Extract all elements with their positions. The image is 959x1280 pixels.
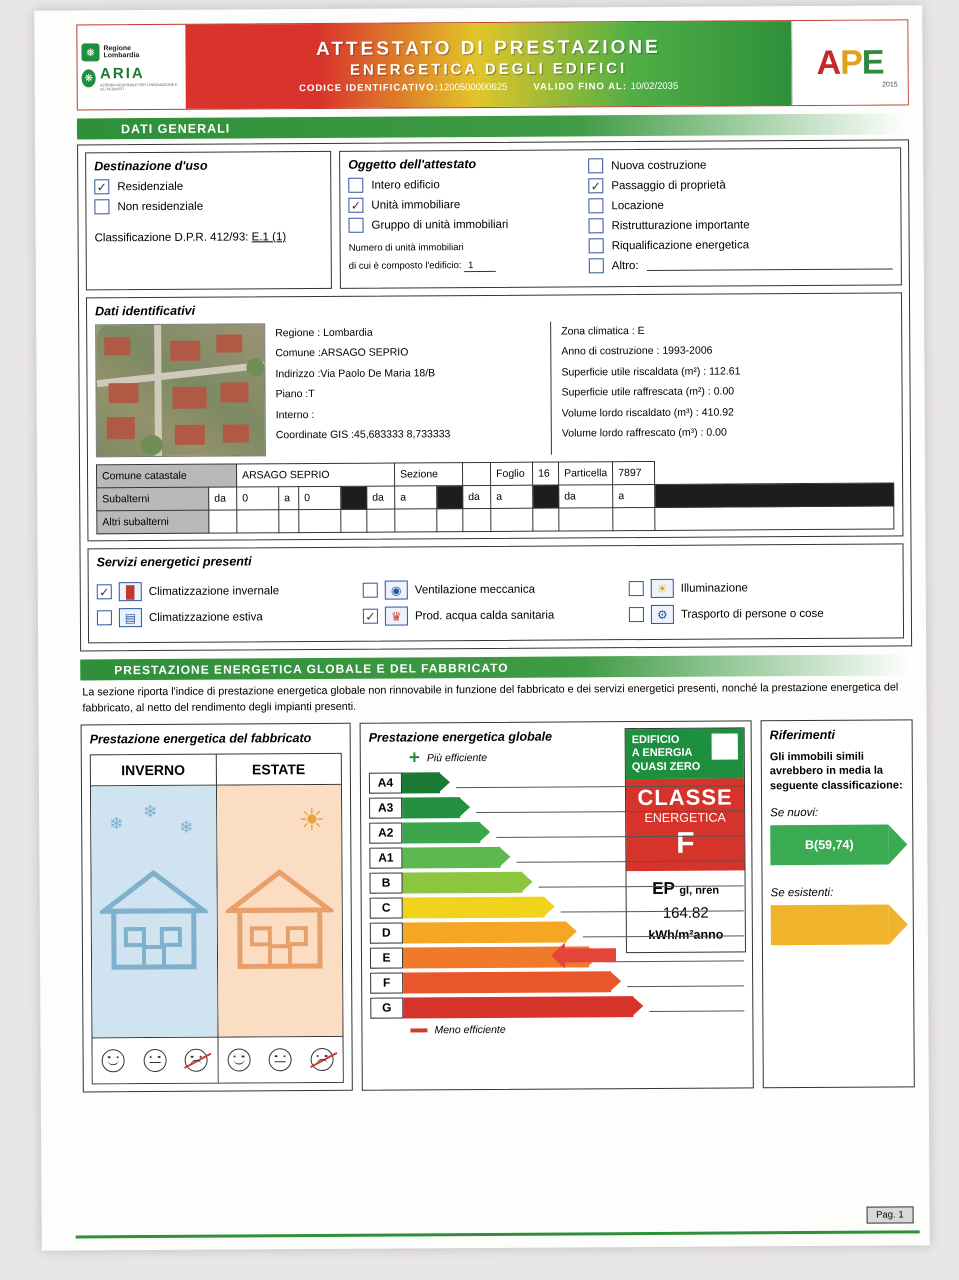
table-row bbox=[97, 506, 894, 534]
scale-label-f: F bbox=[370, 972, 403, 993]
cell-foglio-label: Foglio bbox=[490, 462, 532, 485]
cell-sub-a4: a bbox=[613, 484, 655, 507]
cell-sub-dark-4 bbox=[655, 483, 894, 507]
face-sad-icon bbox=[185, 1049, 208, 1072]
checkbox-row-intero-edificio[interactable] bbox=[348, 176, 588, 192]
checkbox-row-residenziale[interactable] bbox=[94, 178, 322, 194]
service-row-illuminazione[interactable] bbox=[629, 577, 895, 598]
snowflake-icon-1: ❄ bbox=[109, 814, 124, 834]
label-vol-raffrescato: Volume lordo raffrescato (m³) : bbox=[561, 426, 704, 440]
ep-label: EP bbox=[652, 878, 675, 898]
riferimenti-esistenti-label: Se esistenti: bbox=[770, 887, 834, 900]
radiator-icon: █ bbox=[119, 582, 142, 601]
snowflake-icon-3: ❄ bbox=[179, 817, 194, 837]
fan-icon: ◉ bbox=[385, 580, 408, 599]
value-comune: ARSAGO SEPRIO bbox=[320, 346, 409, 360]
checkbox-row-riqualificazione[interactable] bbox=[589, 236, 893, 253]
ep-value: 164.82 bbox=[662, 904, 709, 922]
document-title-line2: ENERGETICA DEGLI EDIFICI bbox=[349, 59, 628, 79]
air-conditioner-icon: ▤ bbox=[119, 608, 142, 627]
scale-label-c: C bbox=[370, 897, 403, 918]
scale-row-a3 bbox=[369, 793, 743, 820]
riferimenti-text: Gli immobili simili avrebbero in media la seguente classificazione: bbox=[769, 750, 903, 793]
cell-particella-label: Particella bbox=[558, 462, 612, 485]
scale-dots-a3 bbox=[476, 800, 743, 813]
checkbox-row-passaggio-proprieta[interactable] bbox=[588, 176, 892, 193]
meno-efficiente-label: Meno efficiente bbox=[434, 1023, 506, 1037]
value-coordinate-gis: 45,683333 8,733333 bbox=[354, 428, 451, 442]
minus-icon bbox=[410, 1028, 427, 1032]
checkbox-row-nuova-costruzione[interactable] bbox=[588, 156, 892, 173]
prestazione-description: La sezione riporta l'indice di prestazione energetica globale non rinnovabile in funzione del fabbricato e dei servizi energetici presenti, nonché la prestazione energetica del fabbricato, al netto del rendimento degli impianti presenti. bbox=[82, 681, 899, 715]
value-vol-raffrescato: 0.00 bbox=[706, 426, 727, 439]
destinazione-title: Destinazione d'uso bbox=[94, 158, 208, 174]
service-row-clima-invernale[interactable] bbox=[97, 581, 363, 602]
scale-row-g bbox=[370, 993, 744, 1020]
face-happy-icon bbox=[102, 1049, 125, 1072]
aria-mark-icon: ❋ bbox=[82, 69, 97, 87]
servizi-energetici-panel bbox=[88, 543, 905, 643]
numero-unita-value: 1 bbox=[464, 260, 495, 272]
classe-value: F bbox=[676, 826, 695, 860]
checkbox-row-altro[interactable] bbox=[589, 256, 893, 273]
ape-letter-a: A bbox=[816, 43, 841, 82]
riferimenti-nuovi-badge bbox=[770, 825, 888, 866]
checkbox-row-gruppo-unita[interactable] bbox=[348, 216, 588, 232]
ape-logo bbox=[791, 20, 908, 105]
checkbox-passaggio-proprieta[interactable] bbox=[588, 178, 603, 193]
scale-dots-f bbox=[627, 975, 744, 987]
aria-label: ARIA bbox=[99, 65, 145, 83]
scale-dots-g bbox=[649, 1000, 744, 1012]
scale-label-a1: A1 bbox=[369, 847, 402, 868]
scale-dots-a1 bbox=[516, 850, 743, 862]
scale-bar-b bbox=[402, 872, 522, 894]
checkbox-row-locazione[interactable] bbox=[588, 196, 892, 213]
label-anno-costruzione: Anno di costruzione : bbox=[561, 345, 660, 358]
checkbox-ristrutturazione[interactable] bbox=[588, 218, 603, 233]
scale-label-a3: A3 bbox=[369, 797, 402, 818]
scale-label-g: G bbox=[370, 997, 403, 1018]
checkbox-intero-edificio[interactable] bbox=[348, 178, 363, 193]
value-regione: Lombardia bbox=[323, 326, 373, 339]
cell-comune-catastale-value: ARSAGO SEPRIO bbox=[236, 463, 394, 487]
oggetto-title: Oggetto dell'attestato bbox=[348, 157, 477, 172]
classe-word: CLASSE bbox=[637, 784, 733, 810]
scale-row-a2 bbox=[369, 818, 743, 845]
face-sad-icon bbox=[310, 1048, 333, 1071]
scale-bar-f bbox=[403, 971, 611, 993]
globale-title: Prestazione energetica globale bbox=[368, 729, 553, 745]
piu-efficiente-label: Più efficiente bbox=[426, 751, 488, 765]
altro-input-line[interactable] bbox=[647, 258, 893, 271]
snowflake-icon-2: ❄ bbox=[143, 801, 158, 821]
cell-sub-a1: a bbox=[279, 487, 299, 510]
logo-regione-sub-label: Lombardia bbox=[103, 52, 140, 60]
section-header-prestazione bbox=[80, 654, 912, 680]
service-row-trasporto[interactable] bbox=[629, 603, 895, 624]
inverno-rating-faces bbox=[92, 1037, 217, 1084]
riferimenti-title: Riferimenti bbox=[769, 728, 836, 743]
value-piano: T bbox=[308, 388, 315, 401]
checkbox-riqualificazione[interactable] bbox=[589, 238, 604, 253]
label-riqualificazione: Riqualificazione energetica bbox=[611, 238, 750, 252]
cell-sub-da2: da bbox=[367, 486, 395, 509]
label-interno: Interno : bbox=[275, 408, 315, 422]
service-row-acqua-calda[interactable] bbox=[363, 605, 629, 626]
cell-sub-da3: da bbox=[463, 485, 491, 508]
prestazione-globale-panel bbox=[360, 721, 754, 1091]
label-intero-edificio: Intero edificio bbox=[371, 178, 440, 192]
label-sup-riscaldata: Superficie utile riscaldata (m²) : bbox=[561, 365, 707, 379]
scale-label-d: D bbox=[370, 922, 403, 943]
checkbox-row-non-residenziale[interactable] bbox=[94, 198, 322, 214]
ep-unit: kWh/m²anno bbox=[648, 927, 724, 942]
label-clima-estiva: Climatizzazione estiva bbox=[148, 610, 263, 624]
checkbox-residenziale[interactable] bbox=[94, 179, 109, 194]
estate-illustration bbox=[216, 785, 342, 1037]
nzeb-checkbox[interactable] bbox=[712, 734, 738, 760]
label-vol-riscaldato: Volume lordo riscaldato (m³) : bbox=[561, 406, 699, 420]
validity-value: 10/02/2035 bbox=[630, 80, 679, 92]
checkbox-nuova-costruzione[interactable] bbox=[588, 158, 603, 173]
aria-logo bbox=[82, 65, 182, 92]
cell-sub-dark-2 bbox=[437, 486, 463, 509]
checkbox-row-ristrutturazione[interactable] bbox=[588, 216, 892, 233]
label-coordinate-gis: Coordinate GIS : bbox=[275, 429, 355, 442]
ape-letter-e: E bbox=[861, 43, 884, 82]
checkbox-illuminazione[interactable] bbox=[629, 581, 644, 596]
page-number-badge: Pag. 1 bbox=[866, 1206, 914, 1223]
estate-column bbox=[215, 754, 343, 1083]
cell-sub-a2: a bbox=[395, 486, 437, 509]
checkbox-unita-immobiliare[interactable] bbox=[348, 198, 363, 213]
label-piano: Piano : bbox=[275, 388, 309, 401]
value-sup-riscaldata: 112.61 bbox=[709, 365, 741, 378]
code-group bbox=[299, 81, 507, 93]
general-data-box bbox=[77, 139, 912, 651]
label-sup-raffrescata: Superficie utile raffrescata (m²) : bbox=[561, 386, 711, 399]
checkbox-locazione[interactable] bbox=[588, 198, 603, 213]
fabbricato-title: Prestazione energetica del fabbricato bbox=[89, 731, 312, 747]
label-gruppo-unita: Gruppo di unità immobiliari bbox=[371, 218, 509, 232]
tap-icon: ♛ bbox=[385, 606, 408, 625]
scale-row-a1 bbox=[369, 843, 743, 870]
cell-comune-catastale-label: Comune catastale bbox=[96, 464, 236, 488]
numero-unita-note-line2: di cui è composto l'edificio: bbox=[348, 260, 462, 272]
prestazione-fabbricato-panel bbox=[81, 723, 353, 1092]
riferimenti-panel bbox=[761, 720, 915, 1089]
cell-sub-da4: da bbox=[559, 485, 613, 508]
nzeb-line1: EDIFICIO bbox=[631, 734, 680, 747]
document-title-line1: ATTESTATO DI PRESTAZIONE bbox=[316, 36, 661, 60]
scale-bar-g bbox=[403, 996, 633, 1018]
section-title-prestazione: PRESTAZIONE ENERGETICA GLOBALE E DEL FABBRICATO bbox=[114, 660, 509, 677]
inverno-heading: INVERNO bbox=[91, 755, 216, 787]
value-zona-climatica: E bbox=[637, 325, 645, 338]
house-summer-icon bbox=[225, 868, 334, 973]
cell-sezione-label: Sezione bbox=[394, 463, 462, 486]
checkbox-gruppo-unita[interactable] bbox=[348, 218, 363, 233]
house-winter-icon bbox=[100, 869, 209, 974]
ape-document bbox=[34, 5, 930, 1250]
scale-label-e: E bbox=[370, 947, 403, 968]
section-title-dati-generali: DATI GENERALI bbox=[120, 121, 231, 136]
cell-sub-v2: 0 bbox=[299, 486, 341, 509]
classificazione-label: Classificazione D.P.R. 412/93: bbox=[94, 231, 249, 245]
scale-row-b bbox=[369, 868, 743, 895]
scale-dots-a4 bbox=[456, 775, 743, 788]
checkbox-altro[interactable] bbox=[589, 258, 604, 273]
regione-lombardia-logo bbox=[81, 43, 181, 62]
label-illuminazione: Illuminazione bbox=[680, 581, 748, 595]
scale-row-f bbox=[370, 968, 744, 995]
nzeb-line2: A ENERGIA bbox=[631, 747, 693, 760]
service-row-clima-estiva[interactable] bbox=[97, 607, 363, 628]
label-acqua-calda: Prod. acqua calda sanitaria bbox=[414, 609, 555, 622]
riferimenti-nuovi-label: Se nuovi: bbox=[770, 807, 819, 820]
validity-group bbox=[533, 80, 678, 92]
scale-bar-a4 bbox=[402, 772, 440, 793]
energy-class-scale bbox=[369, 768, 745, 1020]
document-header bbox=[76, 19, 909, 110]
checkbox-trasporto[interactable] bbox=[629, 607, 644, 622]
value-vol-riscaldato: 410.92 bbox=[701, 406, 734, 419]
section-header-dati-generali bbox=[77, 113, 909, 139]
code-value: 1200500000625 bbox=[438, 81, 508, 93]
label-ristrutturazione: Ristrutturazione importante bbox=[611, 218, 750, 232]
checkbox-acqua-calda[interactable] bbox=[363, 609, 378, 624]
scale-bar-a2 bbox=[402, 822, 480, 843]
sun-icon: ☀ bbox=[298, 803, 326, 838]
meno-efficiente-row bbox=[370, 1022, 744, 1036]
label-regione: Regione : bbox=[275, 326, 321, 340]
servizi-title: Servizi energetici presenti bbox=[96, 554, 252, 570]
label-trasporto: Trasporto di persone o cose bbox=[680, 607, 824, 621]
scale-dots-d bbox=[583, 925, 744, 937]
cell-sub-da1: da bbox=[209, 487, 237, 510]
label-passaggio-proprieta: Passaggio di proprietà bbox=[611, 179, 726, 192]
label-unita-immobiliare: Unità immobiliare bbox=[371, 198, 461, 212]
scale-bar-a3 bbox=[402, 797, 460, 818]
cell-sub-dark-1 bbox=[341, 486, 367, 509]
scale-dots-a2 bbox=[496, 825, 743, 838]
checkbox-clima-estiva[interactable] bbox=[97, 610, 112, 625]
cell-sub-a3: a bbox=[491, 485, 533, 508]
header-logos bbox=[77, 25, 186, 110]
inverno-column bbox=[91, 755, 218, 1084]
label-indirizzo: Indirizzo : bbox=[275, 367, 321, 381]
checkbox-non-residenziale[interactable] bbox=[94, 199, 109, 214]
face-neutral-icon bbox=[143, 1049, 166, 1072]
label-zona-climatica: Zona climatica : bbox=[561, 325, 635, 338]
scale-label-a4: A4 bbox=[369, 772, 402, 793]
estate-rating-faces bbox=[218, 1036, 343, 1083]
scale-row-c bbox=[370, 893, 744, 920]
face-happy-icon bbox=[227, 1048, 250, 1071]
label-residenziale: Residenziale bbox=[117, 180, 184, 193]
face-neutral-icon bbox=[269, 1048, 292, 1071]
label-non-residenziale: Non residenziale bbox=[117, 200, 204, 213]
numero-unita-note-line1: Numero di unità immobiliari bbox=[348, 242, 464, 254]
label-altro: Altro: bbox=[611, 259, 639, 272]
cell-subalterni-label: Subalterni bbox=[97, 487, 209, 511]
service-row-ventilazione[interactable] bbox=[363, 579, 629, 600]
value-sup-raffrescata: 0.00 bbox=[713, 385, 735, 398]
logo-regione-label: Regione bbox=[103, 44, 132, 52]
identificativi-left-column bbox=[275, 322, 541, 457]
lombardia-rose-icon: ❅ bbox=[81, 43, 99, 61]
classificazione-value: E.1 (1) bbox=[251, 231, 287, 244]
scale-bar-c bbox=[403, 897, 545, 919]
footer-rule bbox=[76, 1230, 920, 1238]
label-ventilazione: Ventilazione meccanica bbox=[414, 583, 535, 596]
estate-heading: ESTATE bbox=[216, 754, 341, 786]
cell-sub-v1: 0 bbox=[237, 487, 279, 510]
identificativi-title: Dati identificativi bbox=[95, 303, 196, 319]
cell-sub-dark-3 bbox=[533, 485, 559, 508]
scale-label-b: B bbox=[369, 872, 402, 893]
gear-icon: ⚙ bbox=[651, 605, 674, 624]
validity-label: VALIDO FINO AL: bbox=[533, 80, 628, 93]
header-title-band bbox=[185, 21, 792, 109]
oggetto-attestato-panel bbox=[339, 147, 902, 288]
value-indirizzo: Via Paolo De Maria 18/B bbox=[320, 367, 436, 380]
cell-foglio-value: 16 bbox=[532, 462, 558, 485]
label-nuova-costruzione: Nuova costruzione bbox=[611, 159, 707, 172]
label-locazione: Locazione bbox=[611, 199, 664, 212]
label-clima-invernale: Climatizzazione invernale bbox=[148, 584, 280, 598]
scale-row-a4 bbox=[369, 768, 743, 795]
label-comune: Comune : bbox=[275, 347, 321, 360]
scale-label-a2: A2 bbox=[369, 822, 402, 843]
scale-bar-a1 bbox=[402, 847, 500, 869]
aria-sub-label: AZIENDA REGIONALE PER L'INNOVAZIONE E GLI ACQUISTI bbox=[100, 82, 178, 92]
scale-bar-d bbox=[403, 921, 567, 943]
checkbox-clima-invernale[interactable] bbox=[97, 584, 112, 599]
nzeb-line3: QUASI ZERO bbox=[631, 760, 701, 773]
checkbox-ventilazione[interactable] bbox=[363, 583, 378, 598]
ape-year-label: 2015 bbox=[882, 81, 898, 89]
lamp-icon: ☀ bbox=[651, 579, 674, 598]
scale-dots-b bbox=[539, 875, 744, 887]
riferimenti-esistenti-badge bbox=[771, 905, 889, 946]
ep-sub-label: gl, nren bbox=[679, 884, 720, 897]
ape-letter-p: P bbox=[840, 43, 862, 82]
cell-particella-value: 7897 bbox=[613, 461, 655, 484]
energetica-word: ENERGETICA bbox=[644, 810, 726, 825]
dati-identificativi-panel bbox=[86, 292, 903, 541]
cell-sezione-value bbox=[462, 462, 490, 485]
scale-dots-e bbox=[605, 950, 744, 962]
satellite-map-thumbnail bbox=[95, 323, 266, 457]
scale-dots-c bbox=[561, 900, 744, 912]
destinazione-uso-panel bbox=[85, 151, 332, 291]
current-class-pointer-arrow bbox=[564, 948, 616, 962]
riferimenti-nuovi-value: B(59,74) bbox=[804, 838, 854, 853]
cell-altri-subalterni-label: Altri subalterni bbox=[97, 510, 209, 534]
value-anno-costruzione: 1993-2006 bbox=[662, 345, 713, 358]
catasto-table bbox=[96, 459, 894, 534]
identificativi-right-column bbox=[550, 319, 894, 454]
inverno-illustration bbox=[91, 786, 217, 1038]
code-label: CODICE IDENTIFICATIVO: bbox=[299, 81, 439, 94]
checkbox-row-unita-immobiliare[interactable] bbox=[348, 196, 588, 212]
plus-icon: + bbox=[408, 747, 420, 769]
